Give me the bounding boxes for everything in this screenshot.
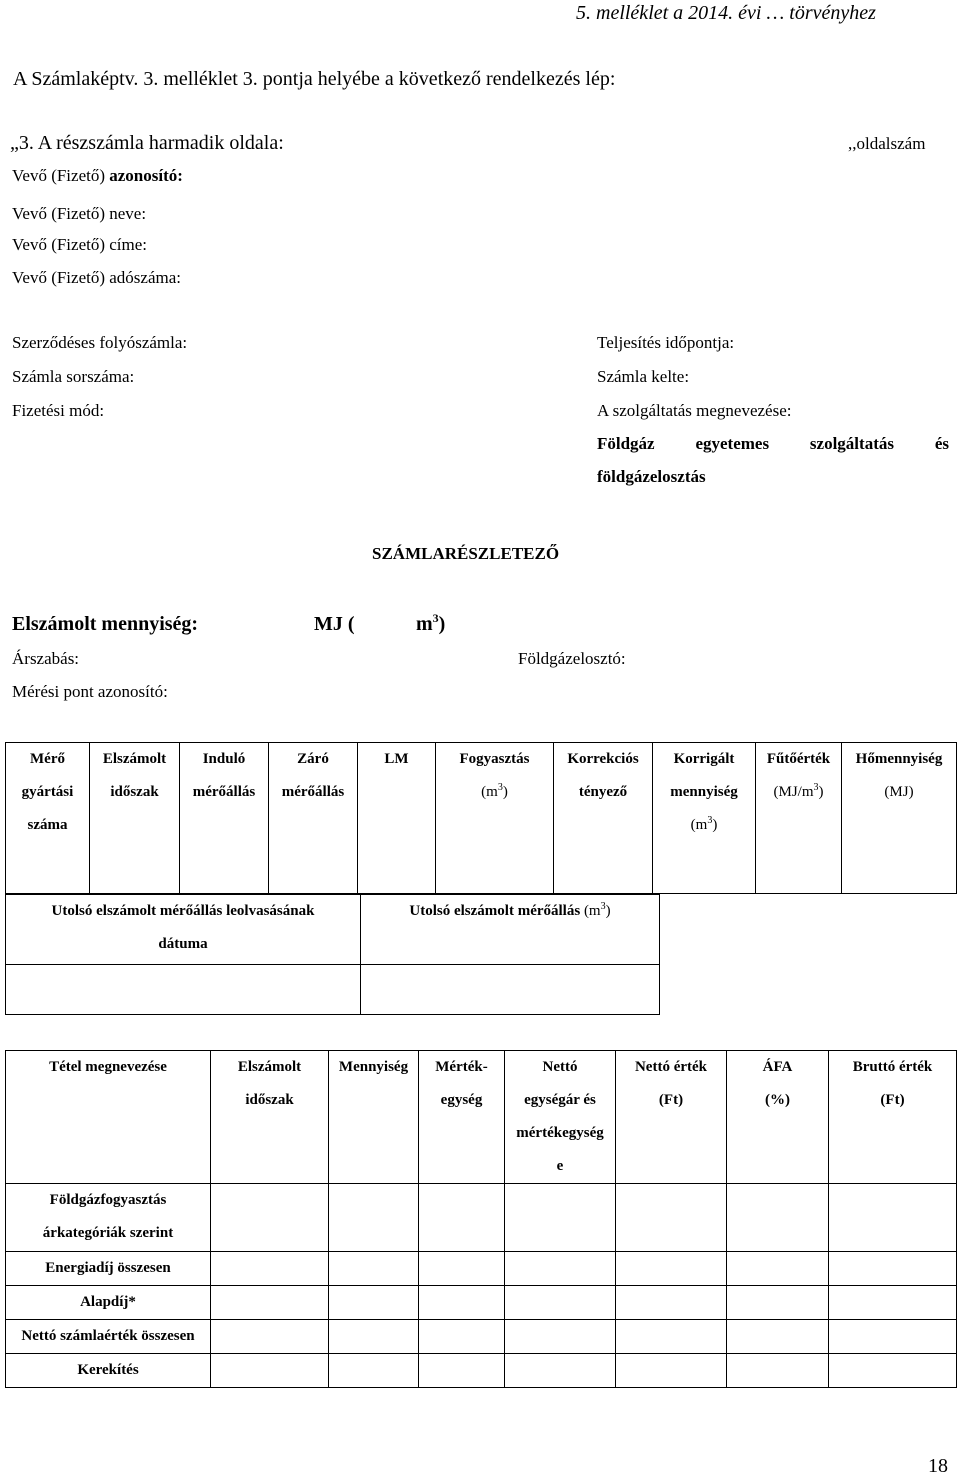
table-row (6, 1320, 957, 1354)
metering-point-label: Mérési pont azonosító: (12, 682, 168, 701)
page-number-label: ,,oldalszám (848, 134, 926, 153)
header-quantity (329, 1051, 419, 1184)
header-unit: $(m^3)$ (481, 782, 508, 800)
unit-close: ) (438, 613, 446, 635)
row-label-line: Nettó számlaérték összesen (21, 1328, 195, 1344)
table-row (6, 1354, 957, 1388)
header-billed-period (90, 743, 180, 894)
meter-table (5, 742, 957, 894)
service-word: egyetemes (695, 434, 770, 453)
table-row (6, 1252, 957, 1286)
header-line: Záró (297, 751, 329, 767)
header-line: Utolsó elszámolt mérőállás leolvasásának (51, 903, 315, 919)
payment-method-label: Fizetési mód: (12, 401, 105, 420)
header-item-name (6, 1051, 211, 1184)
header-line: Fogyasztás (459, 751, 530, 767)
header-line: Elszámolt (102, 751, 167, 767)
intro-sentence: A Számlaképtv. 3. melléklet 3. pontja helyébe a következő rendelkezés lép: (13, 68, 616, 90)
header-heat-quantity (842, 743, 957, 894)
header-line: Induló (202, 751, 246, 767)
service-word: szolgáltatás (809, 434, 894, 453)
header-line: Bruttó érték (852, 1059, 933, 1075)
header-line: Tétel megnevezése (49, 1059, 167, 1075)
header-unit: $(m^3)$ (690, 815, 718, 833)
pricing-label: Árszabás: (12, 649, 80, 668)
row-label-line: Alapdíj* (80, 1294, 136, 1310)
header-corrected-quantity (653, 743, 756, 894)
service-name-line2: földgázelosztás (597, 467, 706, 486)
unit-m: m (416, 613, 433, 635)
header-line: Korrigált (673, 751, 735, 767)
table-row (6, 1184, 957, 1252)
buyer-address-label: Vevő (Fizető) címe: (12, 235, 148, 254)
row-label (6, 1184, 211, 1252)
header-line: mérőállás (281, 784, 345, 800)
row-label (6, 1320, 211, 1354)
header-consumption (436, 743, 554, 894)
row-label-line: Energiadíj összesen (45, 1260, 171, 1276)
row-label-line: Kerekítés (77, 1362, 139, 1378)
header-net-value (616, 1051, 727, 1184)
service-name-line1 (597, 434, 949, 454)
header-unit-of-measure (419, 1051, 505, 1184)
row-label (6, 1354, 211, 1388)
header-end-reading (269, 743, 358, 894)
header-calorific-value (756, 743, 842, 894)
page-number: 18 (928, 1455, 948, 1477)
annex-reference: 5. melléklet a 2014. évi … törvényhez (576, 2, 876, 24)
header-vat (727, 1051, 829, 1184)
header-unit: (MJ) (884, 784, 914, 800)
cell-last-reading-date (6, 965, 361, 1015)
buyer-id-label (12, 166, 183, 186)
header-last-reading-value (361, 895, 660, 965)
header-line: Mérő (30, 751, 65, 767)
invoice-number-label: Számla sorszáma: (12, 367, 135, 386)
header-line: Fűtőérték (766, 751, 831, 767)
quantity-unit-mj: MJ ( (314, 613, 355, 635)
items-table (5, 1050, 957, 1388)
header-start-reading (180, 743, 269, 894)
header-line: egység (440, 1092, 483, 1108)
table-row (6, 1286, 957, 1320)
header-billed-period (211, 1051, 329, 1184)
header-unit: $(MJ/m^3)$ (773, 782, 824, 800)
contract-account-label: Szerződéses folyószámla: (12, 333, 188, 352)
header-line: tényező (578, 784, 628, 800)
header-line: Nettó érték (634, 1059, 708, 1075)
header-line: LM (384, 751, 409, 767)
header-line: mértékegység (516, 1125, 604, 1141)
header-line: (Ft) (880, 1092, 905, 1108)
header-line: (%) (765, 1092, 790, 1108)
unit-sup: 3 (432, 611, 439, 625)
service-name-label: A szolgáltatás megnevezése: (597, 401, 792, 420)
header-line: dátuma (158, 936, 208, 952)
header-line: időszak (110, 784, 159, 800)
header-correction-factor (554, 743, 653, 894)
details-title: SZÁMLARÉSZLETEZŐ (372, 544, 560, 563)
service-word: Földgáz (597, 434, 655, 453)
quantity-label: Elszámolt mennyiség: (12, 613, 199, 635)
header-gross-value (829, 1051, 957, 1184)
header-last-reading-date (6, 895, 361, 965)
header-line: Hőmennyiség (855, 751, 943, 767)
header-line: e (556, 1158, 564, 1174)
header-line: (Ft) (658, 1092, 684, 1108)
last-reading-table (5, 894, 660, 1015)
header-net-unit-price (505, 1051, 616, 1184)
row-label (6, 1252, 211, 1286)
header-line: ÁFA (762, 1059, 793, 1075)
header-line: száma (27, 817, 68, 833)
buyer-name-label: Vevő (Fizető) neve: (12, 204, 147, 223)
cell-last-reading-value (361, 965, 660, 1015)
header-lm (358, 743, 436, 894)
header-line: Korrekciós (567, 751, 639, 767)
invoice-date-label: Számla kelte: (597, 367, 690, 386)
section-title: „3. A részszámla harmadik oldala: (10, 132, 284, 154)
buyer-tax-label: Vevő (Fizető) adószáma: (12, 268, 181, 287)
header-line: Elszámolt (237, 1059, 302, 1075)
header-line: Mennyiség (338, 1059, 409, 1075)
header-line: mérőállás (192, 784, 256, 800)
row-label-line: Földgázfogyasztás (49, 1192, 167, 1208)
header-line: Mérték- (435, 1059, 488, 1075)
quantity-unit-m3 (416, 613, 445, 636)
header-line: gyártási (21, 784, 74, 800)
header-line: Utolsó elszámolt mérőállás $(m^3)$ (409, 901, 611, 919)
header-line: időszak (245, 1092, 294, 1108)
header-meter-serial (6, 743, 90, 894)
buyer-id-prefix: Vevő (Fizető) (12, 166, 106, 185)
distributor-label: Földgázelosztó: (518, 649, 626, 668)
header-line: mennyiség (670, 784, 738, 800)
row-label (6, 1286, 211, 1320)
service-word: és (934, 434, 949, 453)
row-label-line: árkategóriák szerint (42, 1225, 174, 1241)
performance-date-label: Teljesítés időpontja: (597, 333, 735, 352)
buyer-id-suffix: azonosító: (109, 166, 183, 185)
header-line: Nettó (542, 1059, 578, 1075)
header-line: egységár és (524, 1092, 596, 1108)
